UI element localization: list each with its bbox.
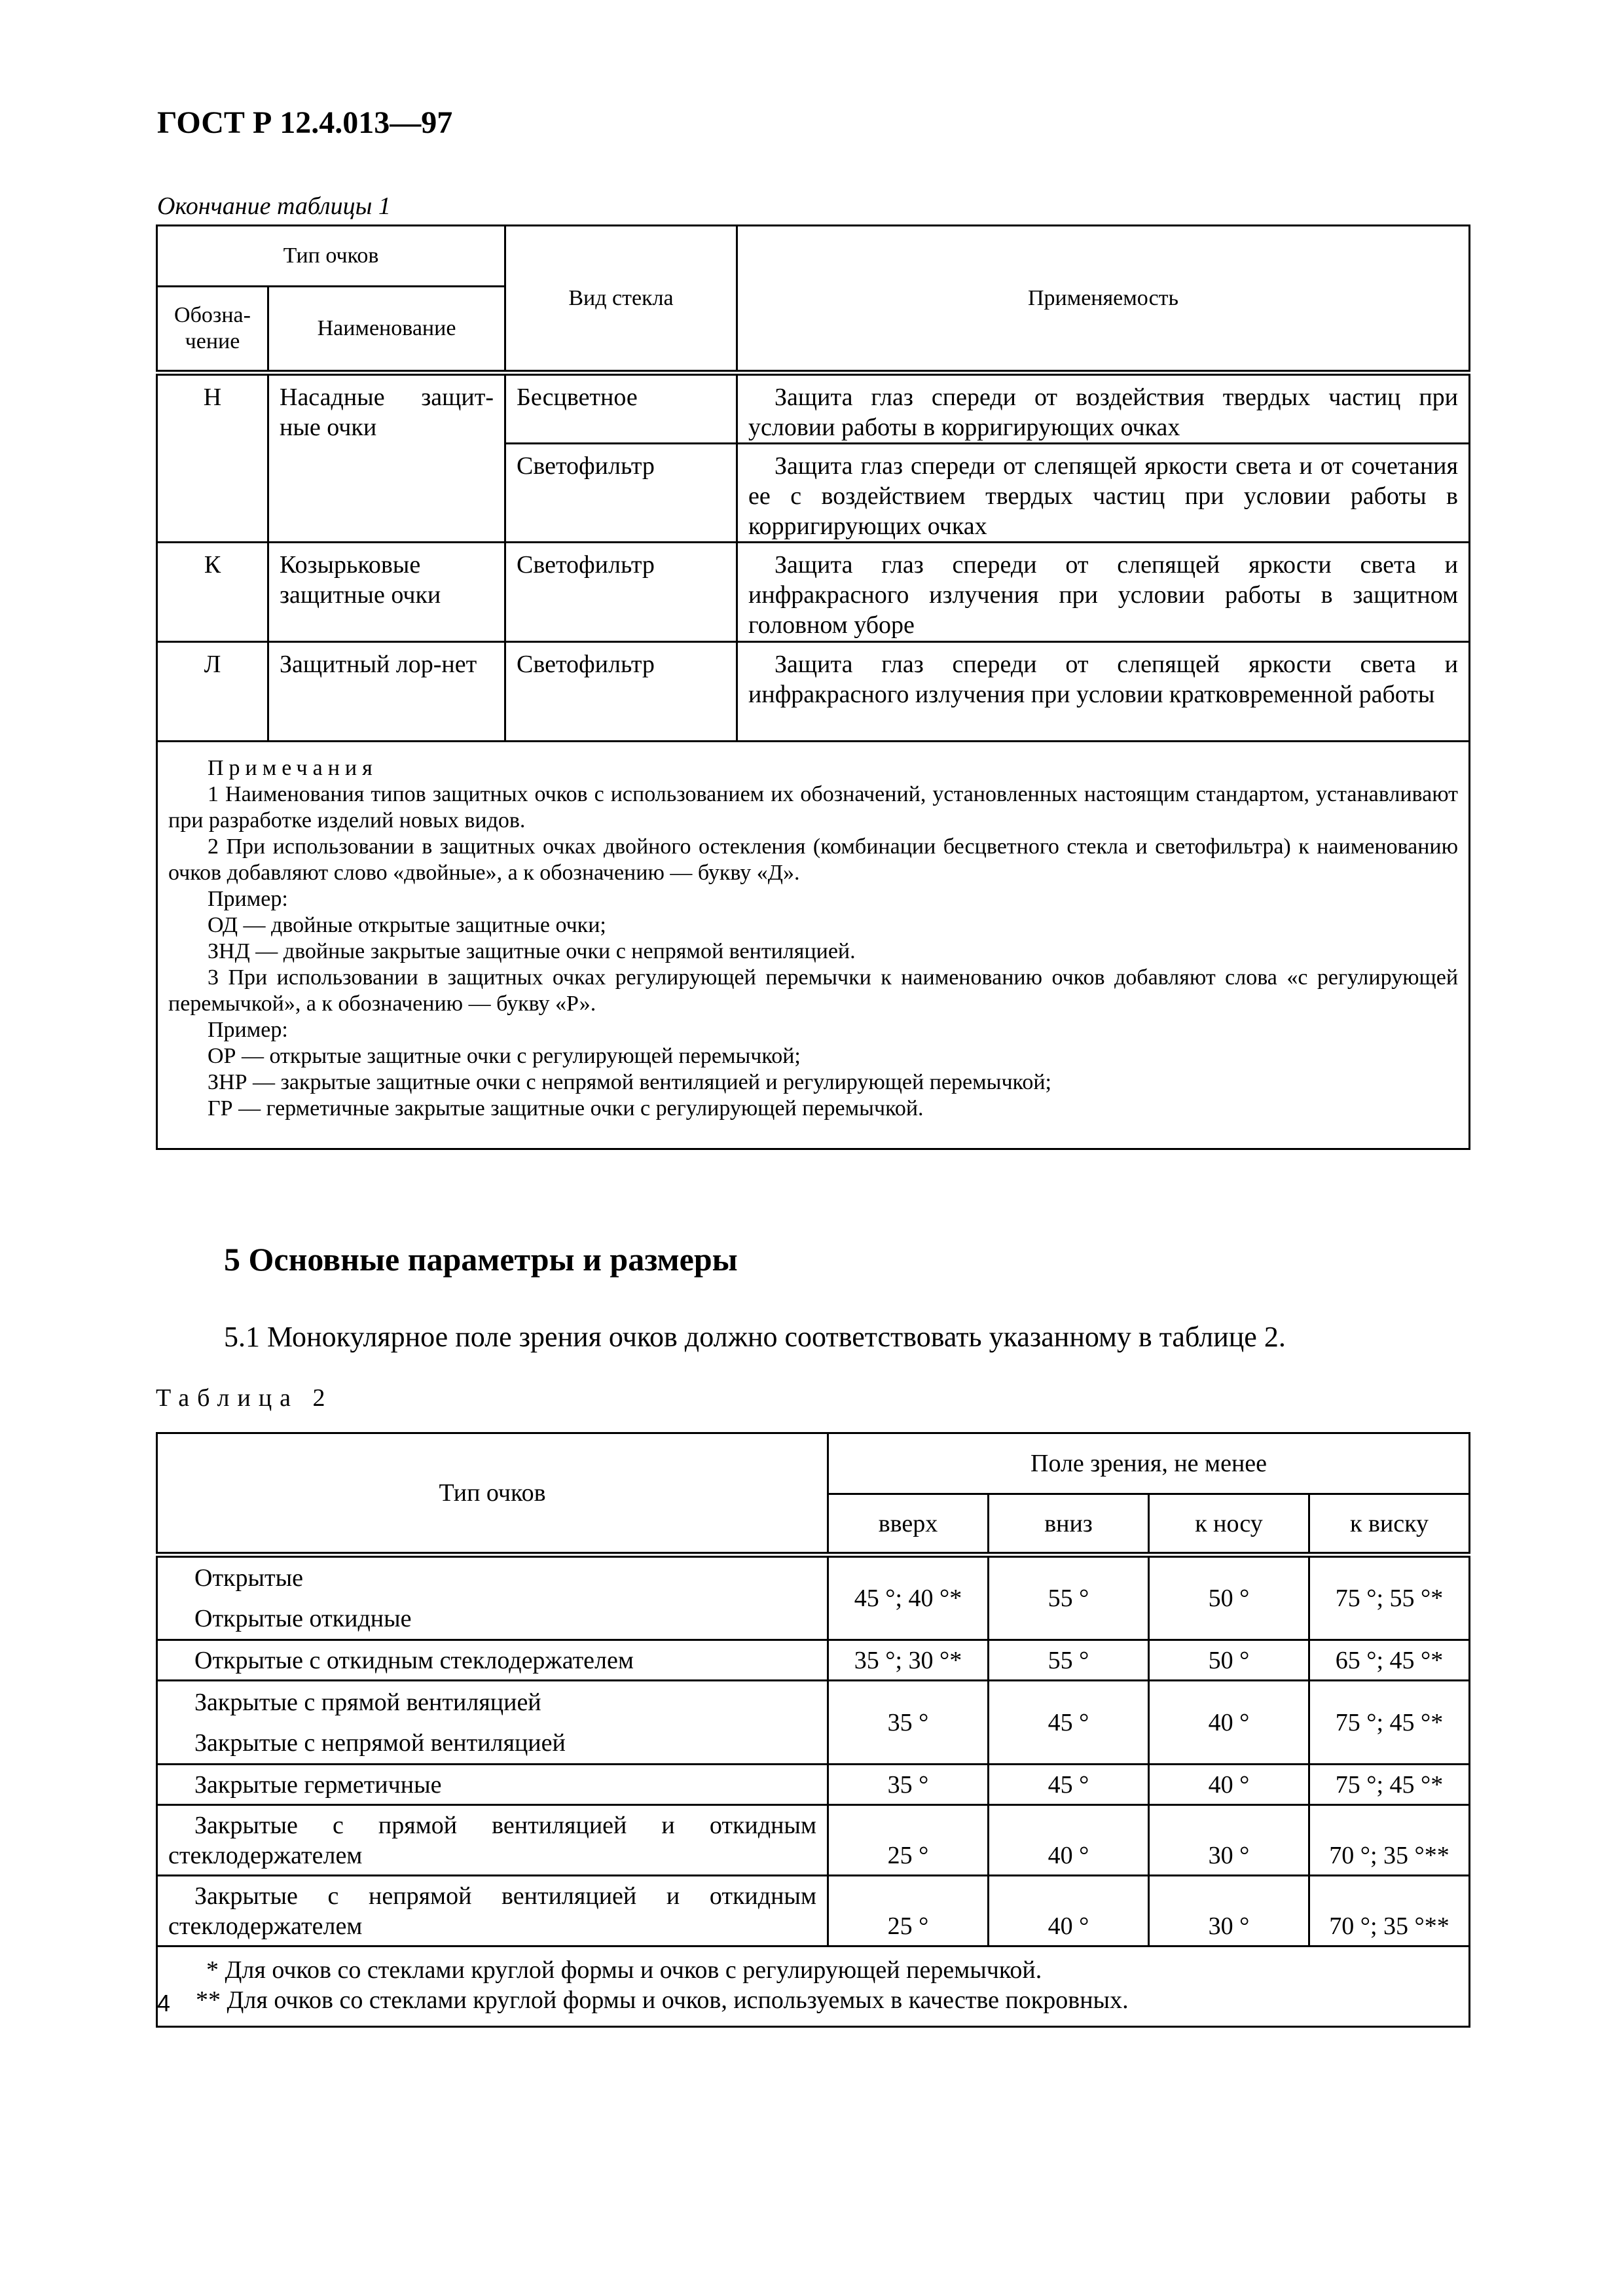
th-name: Наименование <box>268 287 505 373</box>
section-paragraph: 5.1 Монокулярное поле зрения очков должно соответствовать указанному в таблице 2. <box>224 1321 1286 1353</box>
cell-glass: Бесцветное <box>505 373 737 444</box>
cell-temple: 65 °; 45 °* <box>1309 1640 1470 1681</box>
th-field-of-view: Поле зрения, не менее <box>828 1433 1470 1494</box>
th-down: вниз <box>989 1494 1149 1555</box>
table-1 <box>156 224 1470 1150</box>
cell-type: Закрытые с непрямой вентиляцией и откидным стеклодержателем <box>157 1876 828 1946</box>
cell-type <box>157 1681 828 1765</box>
table2-caption: Таблица 2 <box>156 1384 333 1412</box>
doc-header: ГОСТ Р 12.4.013—97 <box>157 105 453 140</box>
cell-nose: 40 ° <box>1149 1681 1309 1765</box>
table-2 <box>156 1432 1470 2028</box>
th-temple: к виску <box>1309 1494 1470 1555</box>
cell-down: 45 ° <box>989 1765 1149 1805</box>
cell-temple: 70 °; 35 °** <box>1309 1876 1470 1946</box>
type-line: Открытые <box>194 1564 304 1592</box>
th-up: вверх <box>828 1494 989 1555</box>
cell-glass: Светофильтр <box>505 444 737 543</box>
cell-down: 55 ° <box>989 1640 1149 1681</box>
cell-nose: 40 ° <box>1149 1765 1309 1805</box>
table1-continuation: Окончание таблицы 1 <box>157 192 391 220</box>
cell-glass: Светофильтр <box>505 543 737 642</box>
cell-up: 25 ° <box>828 1805 989 1876</box>
type-line: Закрытые с прямой вентиляцией <box>194 1688 541 1716</box>
table-row <box>157 1765 1470 1805</box>
cell-temple: 70 °; 35 °** <box>1309 1805 1470 1876</box>
table-row <box>157 1555 1470 1640</box>
cell-nose: 30 ° <box>1149 1805 1309 1876</box>
cell-type <box>157 1555 828 1640</box>
th-designation: Обозна-чение <box>157 287 268 373</box>
table-row <box>157 1876 1470 1946</box>
type-line: Открытые откидные <box>194 1605 412 1632</box>
note-line: Пример: <box>208 887 288 911</box>
note-line: ЗНР — закрытые защитные очки с непрямой вентиляцией и регулирующей перемычкой; <box>208 1070 1051 1094</box>
cell-temple: 75 °; 45 °* <box>1309 1681 1470 1765</box>
section-title: 5 Основные параметры и размеры <box>224 1241 738 1278</box>
cell-up: 45 °; 40 °* <box>828 1555 989 1640</box>
table-row <box>157 642 1470 742</box>
type-line: Закрытые с непрямой вентиляцией <box>194 1729 566 1757</box>
cell-temple: 75 °; 45 °* <box>1309 1765 1470 1805</box>
table2-footnotes <box>157 1946 1470 2027</box>
cell-code: Н <box>157 373 268 543</box>
note-line: Пример: <box>208 1018 288 1042</box>
table-row <box>157 1640 1470 1681</box>
cell-code: К <box>157 543 268 642</box>
cell-up: 25 ° <box>828 1876 989 1946</box>
footnote: * Для очков со стеклами круглой формы и очков с регулирующей перемычкой. <box>206 1956 1042 1984</box>
cell-nose: 50 ° <box>1149 1555 1309 1640</box>
note-line: ГР — герметичные закрытые защитные очки с регулирующей перемычкой. <box>208 1096 924 1121</box>
cell-down: 40 ° <box>989 1805 1149 1876</box>
cell-type: Закрытые герметичные <box>157 1765 828 1805</box>
note-line: 3 При использовании в защитных очках регулирующей перемычки к наименованию очков добавляют слова «с регулирующей перемычкой», а к обозначению — букву «Р». <box>168 965 1459 1016</box>
notes-title: Примечания <box>208 756 378 780</box>
cell-type: Закрытые с прямой вентиляцией и откидным стеклодержателем <box>157 1805 828 1876</box>
table-row <box>157 373 1470 444</box>
cell-use: Защита глаз спереди от слепящей яркости света и инфракрасного излучения при условии работы в защитном головном уборе <box>737 543 1470 642</box>
note-line: 1 Наименования типов защитных очков с использованием их обозначений, установленных настоящим стандартом, устанавливают при разработке изделий новых видов. <box>168 782 1459 833</box>
cell-use: Защита глаз спереди от слепящей яркости света и от сочетания ее с воздействием твердых частиц при условии работы в корригирующих очках <box>737 444 1470 543</box>
th-applicability: Применяемость <box>737 226 1470 373</box>
cell-glass: Светофильтр <box>505 642 737 742</box>
cell-type: Открытые с откидным стеклодержателем <box>157 1640 828 1681</box>
cell-up: 35 °; 30 °* <box>828 1640 989 1681</box>
cell-temple: 75 °; 55 °* <box>1309 1555 1470 1640</box>
note-line: 2 При использовании в защитных очках двойного остекления (комбинации бесцветного стекла и светофильтра) к наименованию очков добавляют слово «двойные», а к обозначению — букву «Д». <box>168 834 1459 885</box>
page-number: 4 <box>157 1990 171 2017</box>
note-line: ОР — открытые защитные очки с регулирующей перемычкой; <box>208 1044 801 1068</box>
footnote: ** Для очков со стеклами круглой формы и очков, используемых в качестве покровных. <box>196 1986 1129 2014</box>
note-line: ОД — двойные открытые защитные очки; <box>208 913 606 937</box>
table-row <box>157 1681 1470 1765</box>
notes-row <box>157 742 1470 1149</box>
cell-use: Защита глаз спереди от воздействия твердых частиц при условии работы в корригирующих очках <box>737 373 1470 444</box>
cell-use: Защита глаз спереди от слепящей яркости света и инфракрасного излучения при условии кратковременной работы <box>737 642 1470 742</box>
cell-code: Л <box>157 642 268 742</box>
note-line: ЗНД — двойные закрытые защитные очки с непрямой вентиляцией. <box>208 939 856 963</box>
th-type: Тип очков <box>157 226 505 287</box>
table-row <box>157 1805 1470 1876</box>
th-nose: к носу <box>1149 1494 1309 1555</box>
cell-name: Насадные защит-ные очки <box>268 373 505 543</box>
cell-nose: 30 ° <box>1149 1876 1309 1946</box>
table1-notes <box>157 742 1470 1149</box>
th-glass: Вид стекла <box>505 226 737 373</box>
cell-down: 45 ° <box>989 1681 1149 1765</box>
th-type: Тип очков <box>157 1433 828 1555</box>
cell-down: 40 ° <box>989 1876 1149 1946</box>
footnotes-row <box>157 1946 1470 2027</box>
cell-nose: 50 ° <box>1149 1640 1309 1681</box>
cell-up: 35 ° <box>828 1681 989 1765</box>
cell-up: 35 ° <box>828 1765 989 1805</box>
cell-down: 55 ° <box>989 1555 1149 1640</box>
cell-name: Козырьковые защитные очки <box>268 543 505 642</box>
cell-name: Защитный лор-нет <box>268 642 505 742</box>
table-row <box>157 543 1470 642</box>
